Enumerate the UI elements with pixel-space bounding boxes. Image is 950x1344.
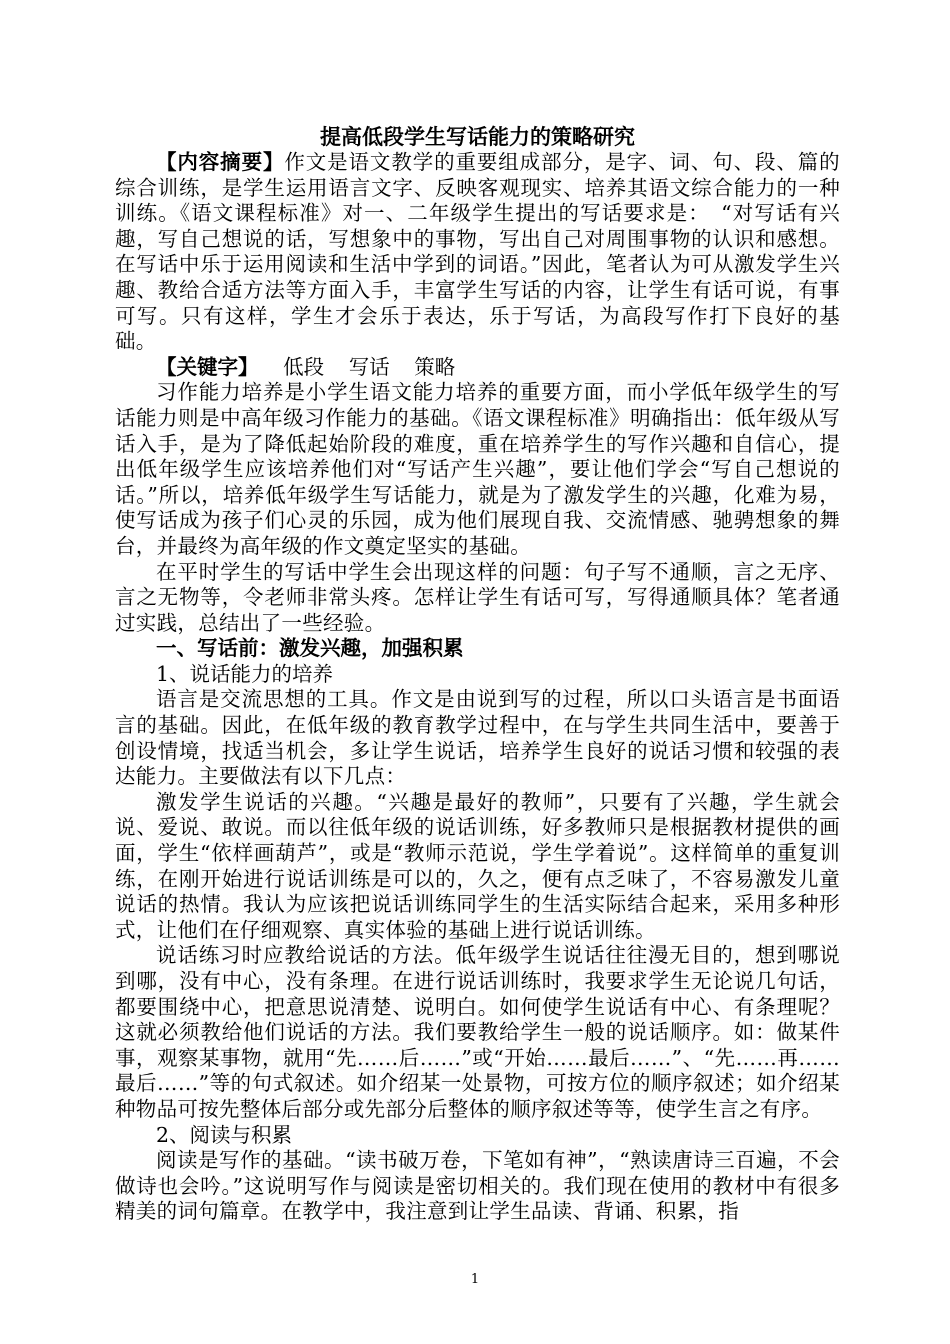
document-page — [115, 123, 840, 1225]
intro-paragraph: 在平时学生的写话中学生会出现这样的问题：句子写不通顺，言之无序、言之无物等，令老师非常头疼。怎样让学生有话可写，写得通顺具体？笔者通过实践，总结出了一些经验。 — [115, 559, 840, 635]
abstract-text: 作文是语文教学的重要组成部分，是字、词、句、段、篇的综合训练，是学生运用语言文字、反映客观现实、培养其语文综合能力的一种训练。《语文课程标准》对一、二年级学生提出的写话要求是： “对写话有兴趣，写自己想说的话，写想象中的事物，写出自己对周围事物的认识和感想。在写话中乐于运用阅读和生活中学到的词语。”因此，笔者认为可从激发学生兴趣、教给合适方法等方面入手，丰富学生写话的内容，让学生有话可说，有事可写。只有这样，学生才会乐于表达，乐于写话，为高段写作打下良好的基础。 — [115, 150, 840, 354]
subsection-heading: 1、说话能力的培养 — [156, 661, 334, 686]
intro-paragraph: 习作能力培养是小学生语文能力培养的重要方面，而小学低年级学生的写话能力则是中高年级习作能力的基础。《语文课程标准》明确指出：低年级从写话入手，是为了降低起始阶段的难度，重在培养学生的写作兴趣和自信心，提出低年级学生应该培养他们对“写话产生兴趣”，要让他们学会“写自己想说的话。”所以，培养低年级学生写话能力，就是为了激发学生的兴趣，化难为易，使写话成为孩子们心灵的乐园，成为他们展现自我、交流情感、驰骋想象的舞台，并最终为高年级的作文奠定坚实的基础。 — [115, 380, 840, 558]
page-title: 提高低段学生写话能力的策略研究 — [320, 124, 635, 149]
body-paragraph: 阅读是写作的基础。“读书破万卷，下笔如有神”，“熟读唐诗三百遍，不会做诗也会吟。”这说明写作与阅读是密切相关的。我们现在使用的教材中有很多精美的词句篇章。在教学中，我注意到让学生品读、背诵、积累，指 — [115, 1148, 840, 1224]
abstract-label: 【内容摘要】 — [156, 150, 285, 174]
abstract-paragraph — [115, 150, 840, 355]
page-number: 1 — [470, 1272, 480, 1287]
keyword-item: 低段 — [283, 354, 325, 379]
body-paragraph: 说话练习时应教给说话的方法。低年级学生说话往往漫无目的，想到哪说到哪，没有中心，没有条理。在进行说话训练时，我要求学生无论说几句话，都要围绕中心，把意思说清楚、说明白。如何使学生说话有中心、有条理呢？这就必须教给他们说话的方法。我们要教给学生一般的说话顺序。如：做某件事，观察某事物，就用“先……后……”或“开始……最后……”、“先……再……最后……”等的句式叙述。如介绍某一处景物，可按方位的顺序叙述；如介绍某种物品可按先整体后部分或先部分后整体的顺序叙述等等，使学生言之有序。 — [115, 943, 840, 1121]
keywords-label: 【关键字】 — [156, 354, 259, 379]
body-paragraph: 语言是交流思想的工具。作文是由说到写的过程，所以口头语言是书面语言的基础。因此，在低年级的教育教学过程中，在与学生共同生活中，要善于创设情境，找适当机会，多让学生说话，培养学生良好的说话习惯和较强的表达能力。主要做法有以下几点： — [115, 687, 840, 789]
keywords-line — [115, 355, 840, 381]
keyword-item: 写话 — [348, 354, 390, 379]
body-paragraph: 激发学生说话的兴趣。“兴趣是最好的教师”，只要有了兴趣，学生就会说、爱说、敢说。而以往低年级的说话训练，好多教师只是根据教材提供的画面，学生“依样画葫芦”，或是“教师示范说，学生学着说”。这样简单的重复训练，在刚开始进行说话训练是可以的，久之，便有点乏味了，不容易激发儿童说话的热情。我认为应该把说话训练同学生的生活实际结合起来，采用多种形式，让他们在仔细观察、真实体验的基础上进行说话训练。 — [115, 789, 840, 942]
keyword-item: 策略 — [414, 354, 456, 379]
section-heading: 一、写话前：激发兴趣，加强积累 — [156, 636, 464, 661]
subsection-heading: 2、阅读与积累 — [156, 1122, 293, 1147]
